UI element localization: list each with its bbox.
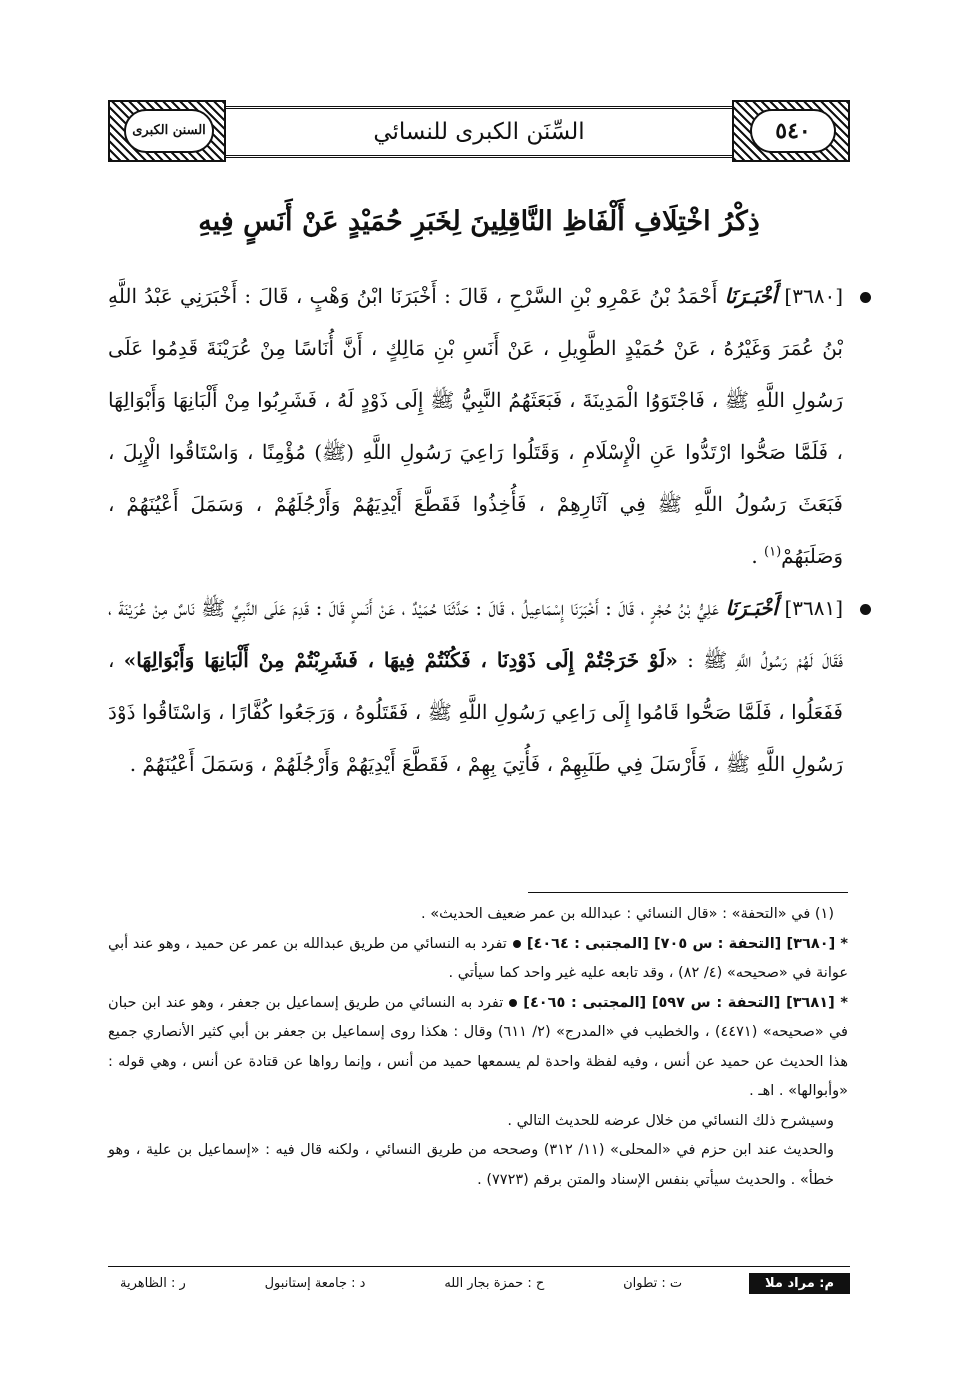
bullet-icon [513,940,521,948]
bullet-icon [860,292,871,303]
manuscript-sigla [108,1268,850,1298]
footnotes [108,900,848,1195]
siglum-zahiriyya: ر : الظاهرية [120,1275,186,1291]
hadith-end: . [751,544,765,568]
takhrij-ref: * [٣٦٨١] [التحفة : س ٥٩٧] [المجتبى : ٤٠٦٥] [523,994,848,1011]
footnote-divider [528,892,848,893]
siglum-tetouan: ت : تطوان [623,1275,683,1291]
section-title: ذِكْرُ اخْتِلَافِ أَلْفَاظِ النَّاقِلِينَ لِخَبَرِ حُمَيْدٍ عَنْ أَنَسٍ فِيهِ [198,206,760,237]
bullet-icon [509,999,517,1007]
bottom-divider [108,1266,850,1267]
takhrij-ref: * [٣٦٨٠] [التحفة : س ٧٠٥] [المجتبى : ٤٠٦٤] [526,935,848,952]
prophetic-saying: «لَوْ خَرَجْتُمْ إِلَى ذَوْدِنَا ، فَكُنْتُمْ فِيهَا ، فَشَرِبْتُمْ مِنْ أَلْبَانِهَا وَأَبْوَالِهَا» [123,648,678,672]
hadith-3680 [108,270,843,582]
hadith-body-after: ، فَفَعَلُوا ، فَلَمَّا صَحُّوا قَامُوا إِلَى رَاعِي رَسُولِ اللَّهِ ﷺ ، فَقَتَلُوهُ ، وَرَجَعُوا كُفَّارًا ، وَاسْتَاقُوا ذَوْدَ رَسُولِ اللَّهِ ﷺ ، فَأَرْسَلَ فِي طَلَبِهِمْ ، فَأُتِيَ بِهِمْ ، فَقَطَّعَ أَيْدِيَهُمْ وَأَرْجُلَهُمْ ، وَسَمَلَ أَعْيُنَهُمْ . [108,648,843,776]
page-header [108,100,850,162]
hadith-3681-text [108,582,843,790]
hadith-body-before: عَلِيُّ بْنُ حُجْرٍ ، قَالَ : أَخْبَرَنَا إِسْمَاعِيلُ ، قَالَ : حَدَّثَنَا حُمَيْدٌ ، عَنْ أَنَسٍ قَالَ : قَدِمَ عَلَى النَّبِيِّ ﷺ نَاسٌ مِنْ عُرَيْنَةَ ، فَقَالَ لَهُمْ رَسُولُ اللَّهِ ﷺ : [108,596,844,672]
hadith-body: أَحْمَدُ بْنُ عَمْرِو بْنِ السَّرْحِ ، قَالَ : أَخْبَرَنَا ابْنُ وَهْبٍ ، قَالَ : أَخْبَرَنِي عَبْدُ اللَّهِ بْنُ عُمَرَ وَغَيْرُهُ ، عَنْ حُمَيْدٍ الطَّوِيلِ ، عَنْ أَنَسِ بْنِ مَالِكٍ ، أَنَّ أُنَاسًا مِنْ عُرَيْنَةَ قَدِمُوا عَلَى رَسُولِ اللَّهِ ﷺ ، فَاجْتَوَوُا الْمَدِينَةَ ، فَبَعَثَهُمُ النَّبِيُّ ﷺ إِلَى ذَوْدٍ لَهُ ، فَشَرِبُوا مِنْ أَلْبَانِهَا وَأَبْوَالِهَا ، فَلَمَّا صَحُّوا ارْتَدُّوا عَنِ الْإِسْلَامِ ، وَقَتَلُوا رَاعِيَ رَسُولِ اللَّهِ (ﷺ) مُؤْمِنًا ، وَاسْتَاقُوا الْإِبِلَ ، فَبَعَثَ رَسُولُ اللَّهِ ﷺ فِي آثَارِهِمْ ، فَأُخِذُوا فَقَطَّعَ أَيْدِيَهُمْ وَأَرْجُلَهُمْ ، وَسَمَلَ أَعْيُنَهُمْ ، وَصَلَبَهُمْ [108,284,843,568]
hadith-3681 [108,582,843,790]
page-number-ornament [732,100,850,162]
page-number: ٥٤٠ [750,109,836,153]
siglum-istanbul: د : جامعة إستانبول [264,1275,366,1291]
book-title: السِّنَن الكبرى للنسائي [373,119,585,145]
siglum-murad-molla: م: مراد ملا [749,1273,850,1294]
note-explanation: وسيشرح ذلك النسائي من خلال عرضه للحديث التالي . [507,1112,834,1129]
hadith-number: [٣٦٨٠] [784,284,843,308]
book-emblem [108,100,226,162]
footnote-marker: (١) [764,544,782,560]
emblem-label: السنن الكبرى [124,109,214,153]
akhbarana-word: أَخْبَـرَنَا [724,284,778,308]
takhrij-3680 [108,930,848,989]
bullet-icon [860,604,871,615]
hadith-number: [٣٦٨١] [784,596,844,620]
siglum-hamza: ح : حمزة بجار الله [444,1275,545,1291]
takhrij-text: تفرد به النسائي من طريق إسماعيل بن جعفر ، وهو عند ابن حبان في «صحيحه» (٤٤٧١) ، والخطيب في «المدرج» (٢/ ٦١١) وقال : هكذا روى إسماعيل بن جعفر بن أبي كثير الأنصاري جميع هذا الحديث عن حميد عن أنس ، وفيه لفظة واحدة لم يسمعها حميد من أنس ، وإنما رواها عن قتادة عن أنس ، وهي قوله : «وأبوالها» . اهـ . [108,994,848,1099]
takhrij-3681 [108,989,848,1107]
hadith-3680-text [108,270,843,582]
footnote-1: (١) في «التحفة» : «قال النسائي : عبدالله بن عمر ضعيف الحديث» . [421,906,834,922]
note-ibn-hazm: والحديث عند ابن حزم في «المحلى» (١١/ ٣١٢) وصححه من طريق النسائي ، ولكنه قال فيه : «إسماعيل بن علية ، وهو خطأ» . والحديث سيأتي بنفس الإسناد والمتن برقم (٧٧٢٣) . [108,1142,834,1188]
takhrij-text: تفرد به النسائي من طريق عبدالله بن عمر عن حميد ، وهو عند أبي عوانة في «صحيحه» (٤/ ٨٢) ، وقد تابعه عليه غير واحد كما سيأتي . [108,935,848,981]
running-title-frame [226,106,732,158]
akhbarana-word: أَخْبَـرَنَا [725,596,778,620]
